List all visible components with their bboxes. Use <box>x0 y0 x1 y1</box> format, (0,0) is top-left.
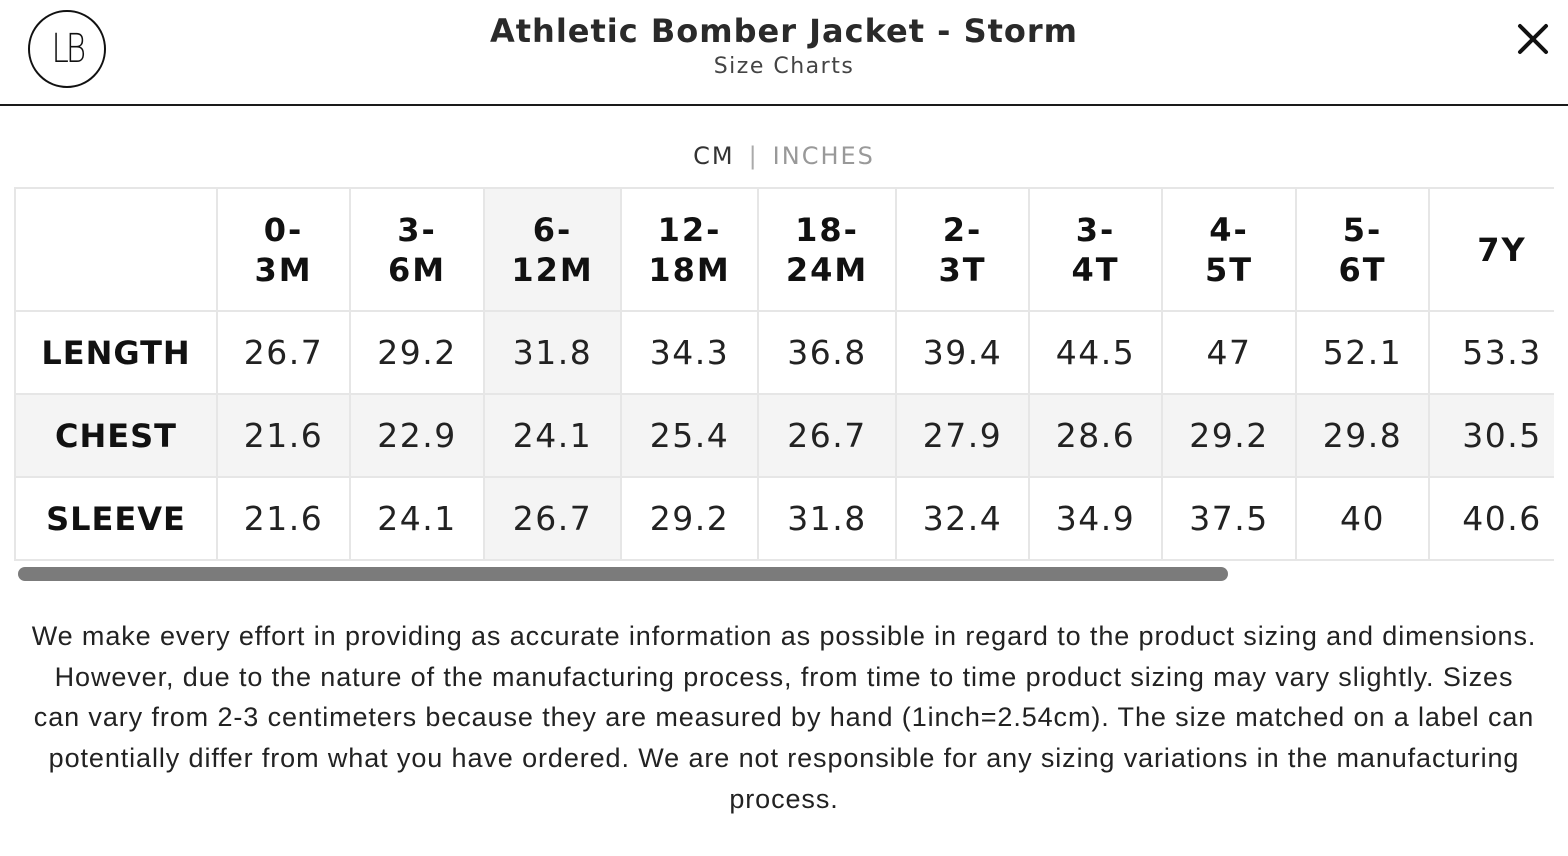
table-cell: 40 <box>1296 477 1429 560</box>
table-cell: 28.6 <box>1029 394 1162 477</box>
size-label: 2- 3T <box>938 210 987 289</box>
size-column-header <box>1162 188 1296 311</box>
size-column-header <box>1029 188 1162 311</box>
table-cell: 32.4 <box>896 477 1029 560</box>
row-label: LENGTH <box>15 311 217 394</box>
size-column-header <box>896 188 1029 311</box>
row-label: CHEST <box>15 394 217 477</box>
table-cell: 25.4 <box>621 394 758 477</box>
modal-header <box>0 0 1568 106</box>
size-column-header <box>1296 188 1429 311</box>
table-row-chest <box>15 394 1554 477</box>
corner-cell <box>15 188 217 311</box>
table-cell: 31.8 <box>758 477 896 560</box>
table-cell: 29.8 <box>1296 394 1429 477</box>
table-cell: 31.8 <box>484 311 621 394</box>
size-column-header <box>621 188 758 311</box>
table-cell: 22.9 <box>350 394 484 477</box>
table-cell: 39.4 <box>896 311 1029 394</box>
table-cell: 34.3 <box>621 311 758 394</box>
unit-separator: | <box>748 142 759 170</box>
size-column-header <box>217 188 350 311</box>
table-cell: 21.6 <box>217 477 350 560</box>
table-cell: 24.1 <box>484 394 621 477</box>
table-cell: 40.6 <box>1429 477 1554 560</box>
close-button[interactable] <box>1512 18 1554 60</box>
page-subtitle: Size Charts <box>713 54 855 79</box>
table-cell: 47 <box>1162 311 1296 394</box>
size-header-row <box>15 188 1554 311</box>
size-label: 4- 5T <box>1204 210 1254 289</box>
size-table <box>14 187 1554 561</box>
size-label: 3- 4T <box>1071 210 1120 289</box>
table-cell: 30.5 <box>1429 394 1554 477</box>
table-cell: 37.5 <box>1162 477 1296 560</box>
logo-text: LB <box>51 26 83 72</box>
size-column-header <box>350 188 484 311</box>
size-label: 12- 18M <box>648 210 731 289</box>
table-cell: 53.3 <box>1429 311 1554 394</box>
table-cell: 34.9 <box>1029 477 1162 560</box>
table-cell: 27.9 <box>896 394 1029 477</box>
table-cell: 26.7 <box>484 477 621 560</box>
size-label: 7Y <box>1477 230 1527 269</box>
size-label: 3- 6M <box>387 210 447 289</box>
page-title: Athletic Bomber Jacket - Storm <box>489 12 1079 50</box>
table-row-length <box>15 311 1554 394</box>
unit-toggle <box>0 142 1568 170</box>
table-cell: 24.1 <box>350 477 484 560</box>
row-label: SLEEVE <box>15 477 217 560</box>
table-cell: 26.7 <box>758 394 896 477</box>
close-icon <box>1512 18 1554 60</box>
table-cell: 26.7 <box>217 311 350 394</box>
size-table-scroll-area[interactable] <box>14 187 1554 562</box>
size-column-header-highlighted <box>484 188 621 311</box>
sizing-disclaimer: We make every effort in providing as accurate information as possible in regard to the product sizing and dimensions. However, due to the nature of the manufacturing process, from time to time product sizing may vary slightly. Sizes can vary from 2-3 centimeters because they are measured by hand (1inch=2.54cm). The size matched on a label can potentially differ from what you have ordered. We are not responsible for any sizing variations in the manufacturing process. <box>31 621 1537 814</box>
size-label: 5- 6T <box>1338 210 1387 289</box>
table-row-sleeve <box>15 477 1554 560</box>
table-cell: 52.1 <box>1296 311 1429 394</box>
table-cell: 21.6 <box>217 394 350 477</box>
table-cell: 29.2 <box>621 477 758 560</box>
size-column-header <box>758 188 896 311</box>
table-cell: 29.2 <box>350 311 484 394</box>
table-cell: 36.8 <box>758 311 896 394</box>
table-cell: 29.2 <box>1162 394 1296 477</box>
size-label: 0- 3M <box>254 210 313 289</box>
unit-inches-button[interactable]: INCHES <box>772 142 875 170</box>
size-column-header <box>1429 188 1554 311</box>
unit-cm-button[interactable]: CM <box>693 142 735 170</box>
size-label: 18- 24M <box>785 210 869 289</box>
table-cell: 44.5 <box>1029 311 1162 394</box>
size-label: 6- 12M <box>511 210 594 289</box>
horizontal-scrollbar-thumb[interactable] <box>18 567 1228 581</box>
